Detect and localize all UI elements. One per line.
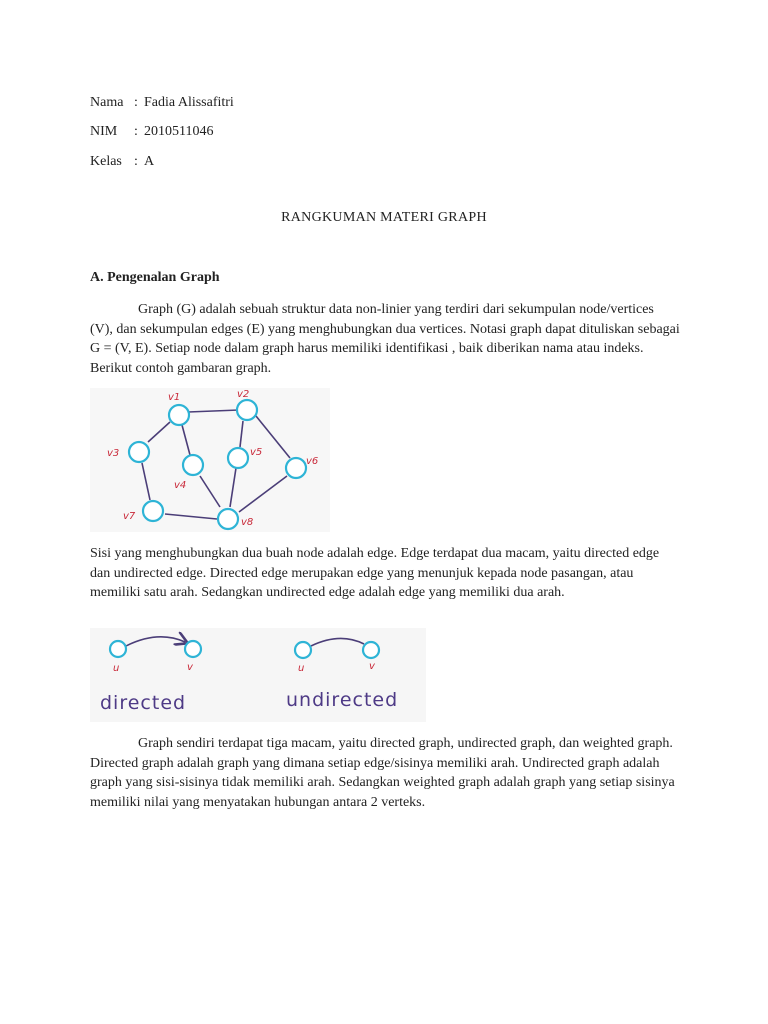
undirected-caption: undirected: [286, 689, 399, 711]
nim-separator: :: [134, 124, 138, 139]
name-value: Fadia Alissafitri: [144, 95, 234, 110]
directed-node-v: [185, 641, 201, 657]
node-v7: [143, 501, 163, 521]
label-v2: v2: [237, 389, 250, 400]
node-v6: [286, 458, 306, 478]
label-v4: v4: [174, 480, 187, 491]
nim-value: 2010511046: [144, 124, 214, 139]
class-label: Kelas: [90, 154, 122, 169]
directed-label-u: u: [113, 663, 120, 674]
directed-node-u: [110, 641, 126, 657]
name-row: [90, 94, 234, 112]
label-v6: v6: [306, 456, 319, 467]
undirected-node-v: [363, 642, 379, 658]
label-v3: v3: [107, 448, 120, 459]
label-v8: v8: [241, 517, 254, 528]
class-row: [90, 153, 154, 171]
undirected-label-u: u: [298, 663, 305, 674]
paragraph-edge-types: Sisi yang menghubungkan dua buah node adalah edge. Edge terdapat dua macam, yaitu directed edge dan undirected edge. Directed edge merupakan edge yang menunjuk kepada node pasangan, atau memiliki satu arah. Sedangkan undirected edge adalah edge yang memiliki dua arah.: [90, 546, 660, 600]
label-v5: v5: [250, 447, 263, 458]
node-v1: [169, 405, 189, 425]
node-v8: [218, 509, 238, 529]
label-v7: v7: [123, 511, 136, 522]
undirected-node-u: [295, 642, 311, 658]
undirected-label-v: v: [369, 661, 375, 672]
nim-label: NIM: [90, 124, 118, 139]
document-title: RANGKUMAN MATERI GRAPH: [281, 210, 487, 225]
paragraph-graph-definition: Graph (G) adalah sebuah struktur data non-linier yang terdiri dari sekumpulan node/vertices (V), dan sekumpulan edges (E) yang menghubungkan dua vertices. Notasi graph dapat dituliskan sebagai G = (V, E). Setiap node dalam graph harus memiliki identifikasi , baik diberikan nama atau indeks. Berikut contoh gambaran graph.: [90, 302, 680, 376]
name-label: Nama: [90, 95, 124, 110]
directed-caption: directed: [100, 692, 187, 714]
class-value: A: [144, 154, 155, 169]
example-graph-figure: [90, 388, 330, 532]
node-v3: [129, 442, 149, 462]
class-separator: :: [134, 154, 138, 169]
section-heading: A. Pengenalan Graph: [90, 270, 220, 285]
node-v4: [183, 455, 203, 475]
paragraph-graph-types: Graph sendiri terdapat tiga macam, yaitu directed graph, undirected graph, dan weighted graph. Directed graph adalah graph yang dimana setiap edge/sisinya memiliki arah. Undirected graph adalah graph yang sisi-sisinya tidak memiliki arah. Sedangkan weighted graph adalah graph yang setiap sisinya memiliki nilai yang menyatakan hubungan antara 2 verteks.: [90, 736, 675, 810]
label-v1: v1: [168, 392, 181, 403]
directed-undirected-figure: [90, 628, 426, 722]
name-separator: :: [134, 95, 138, 110]
node-v2: [237, 400, 257, 420]
node-v5: [228, 448, 248, 468]
nim-row: [90, 123, 213, 141]
directed-label-v: v: [187, 662, 193, 673]
